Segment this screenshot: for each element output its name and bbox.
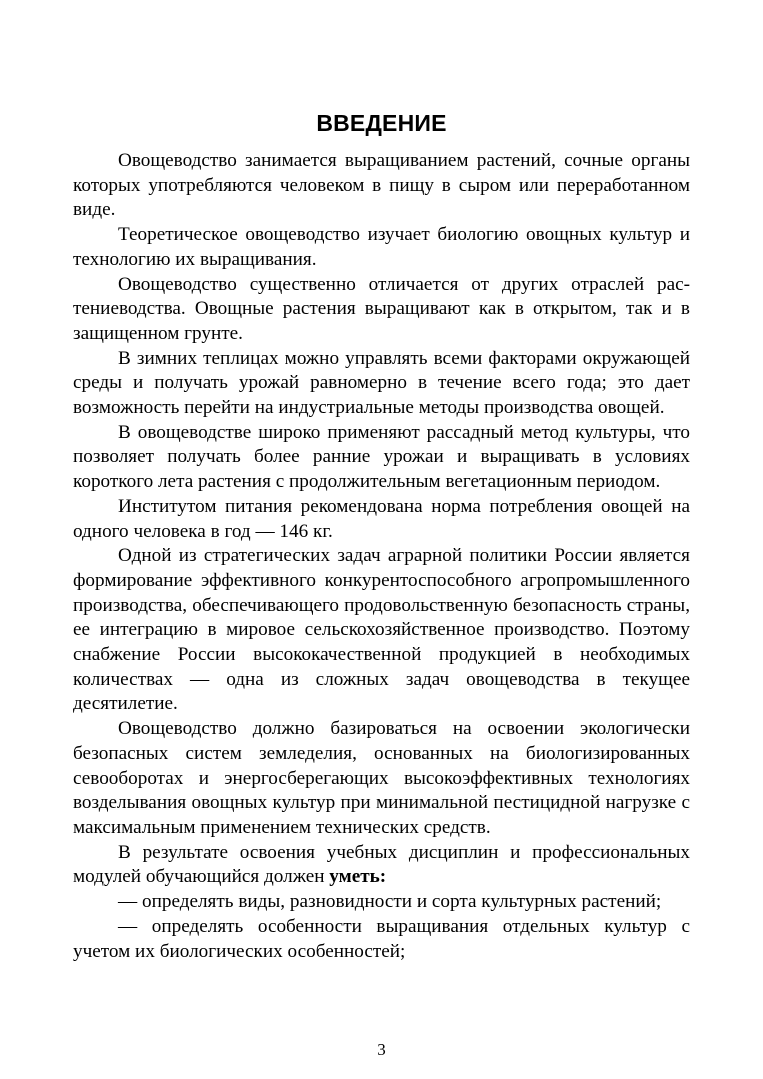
body-text: [73, 149, 690, 964]
paragraph-3: Овощеводство существенно отличается от других отраслей растениеводства. Овощные растения выращивают как в открытом, так и в защищенном грунте.: [73, 273, 690, 344]
skills-intro-paragraph: [73, 841, 690, 890]
paragraph-2: Теоретическое овощеводство изучает биологию овощных культур и технологию их выращивания.: [73, 224, 690, 270]
paragraph-8: Овощеводство должно базироваться на освоении экологически безопасных систем земледелия, основанных на биологизированных севооборотах и энергосберегающих высокоэффективных технологиях возделывания овощных культур при минимальной пестицидной нагрузке с максимальным применением технических средств.: [73, 718, 690, 838]
paragraph-4: В зимних теплицах можно управлять всеми факторами окружающей среды и получать урожай равномерно в течение всего года; это дает возможность перейти на индустриальные методы производства овощей.: [73, 347, 690, 419]
paragraph-1: Овощеводство занимается выращиванием растений, сочные органы которых употребляются человеком в пищу в сыром или переработанном виде.: [73, 150, 690, 221]
page-number: 3: [377, 1040, 386, 1059]
page-title: ВВЕДЕНИЕ: [316, 110, 447, 136]
skills-intro-text: В результате освоения учебных дисциплин и профессиональных модулей обучающийся должен: [73, 841, 690, 888]
skills-keyword: уметь:: [329, 866, 387, 888]
paragraph-7: Одной из стратегических задач аграрной политики России является формирование эффективного конкурентоспособного агропромышленного производства, обеспечивающего продовольственную безопасность страны, ее интеграцию в мировое сельскохозяйственное производство. Поэтому снабжение России высококачественной продукцией в необходимых количествах — одна из сложных задач овощеводства в текущее десятилетие.: [73, 545, 690, 715]
paragraph-5: В овощеводстве широко применяют рассадный метод культуры, что позволяет получать более ранние урожаи и выращивать в условиях короткого лета растения с продолжительным вегетационным периодом.: [73, 421, 690, 493]
skill-item-1: — определять виды, разновидности и сорта культурных растений;: [118, 891, 662, 913]
paragraph-6: Институтом питания рекомендована норма потребления овощей на одного человека в год — 146 кг.: [73, 495, 690, 542]
skill-item-2: — определять особенности выращивания отдельных культур с учетом их биологических особенностей;: [73, 915, 690, 962]
